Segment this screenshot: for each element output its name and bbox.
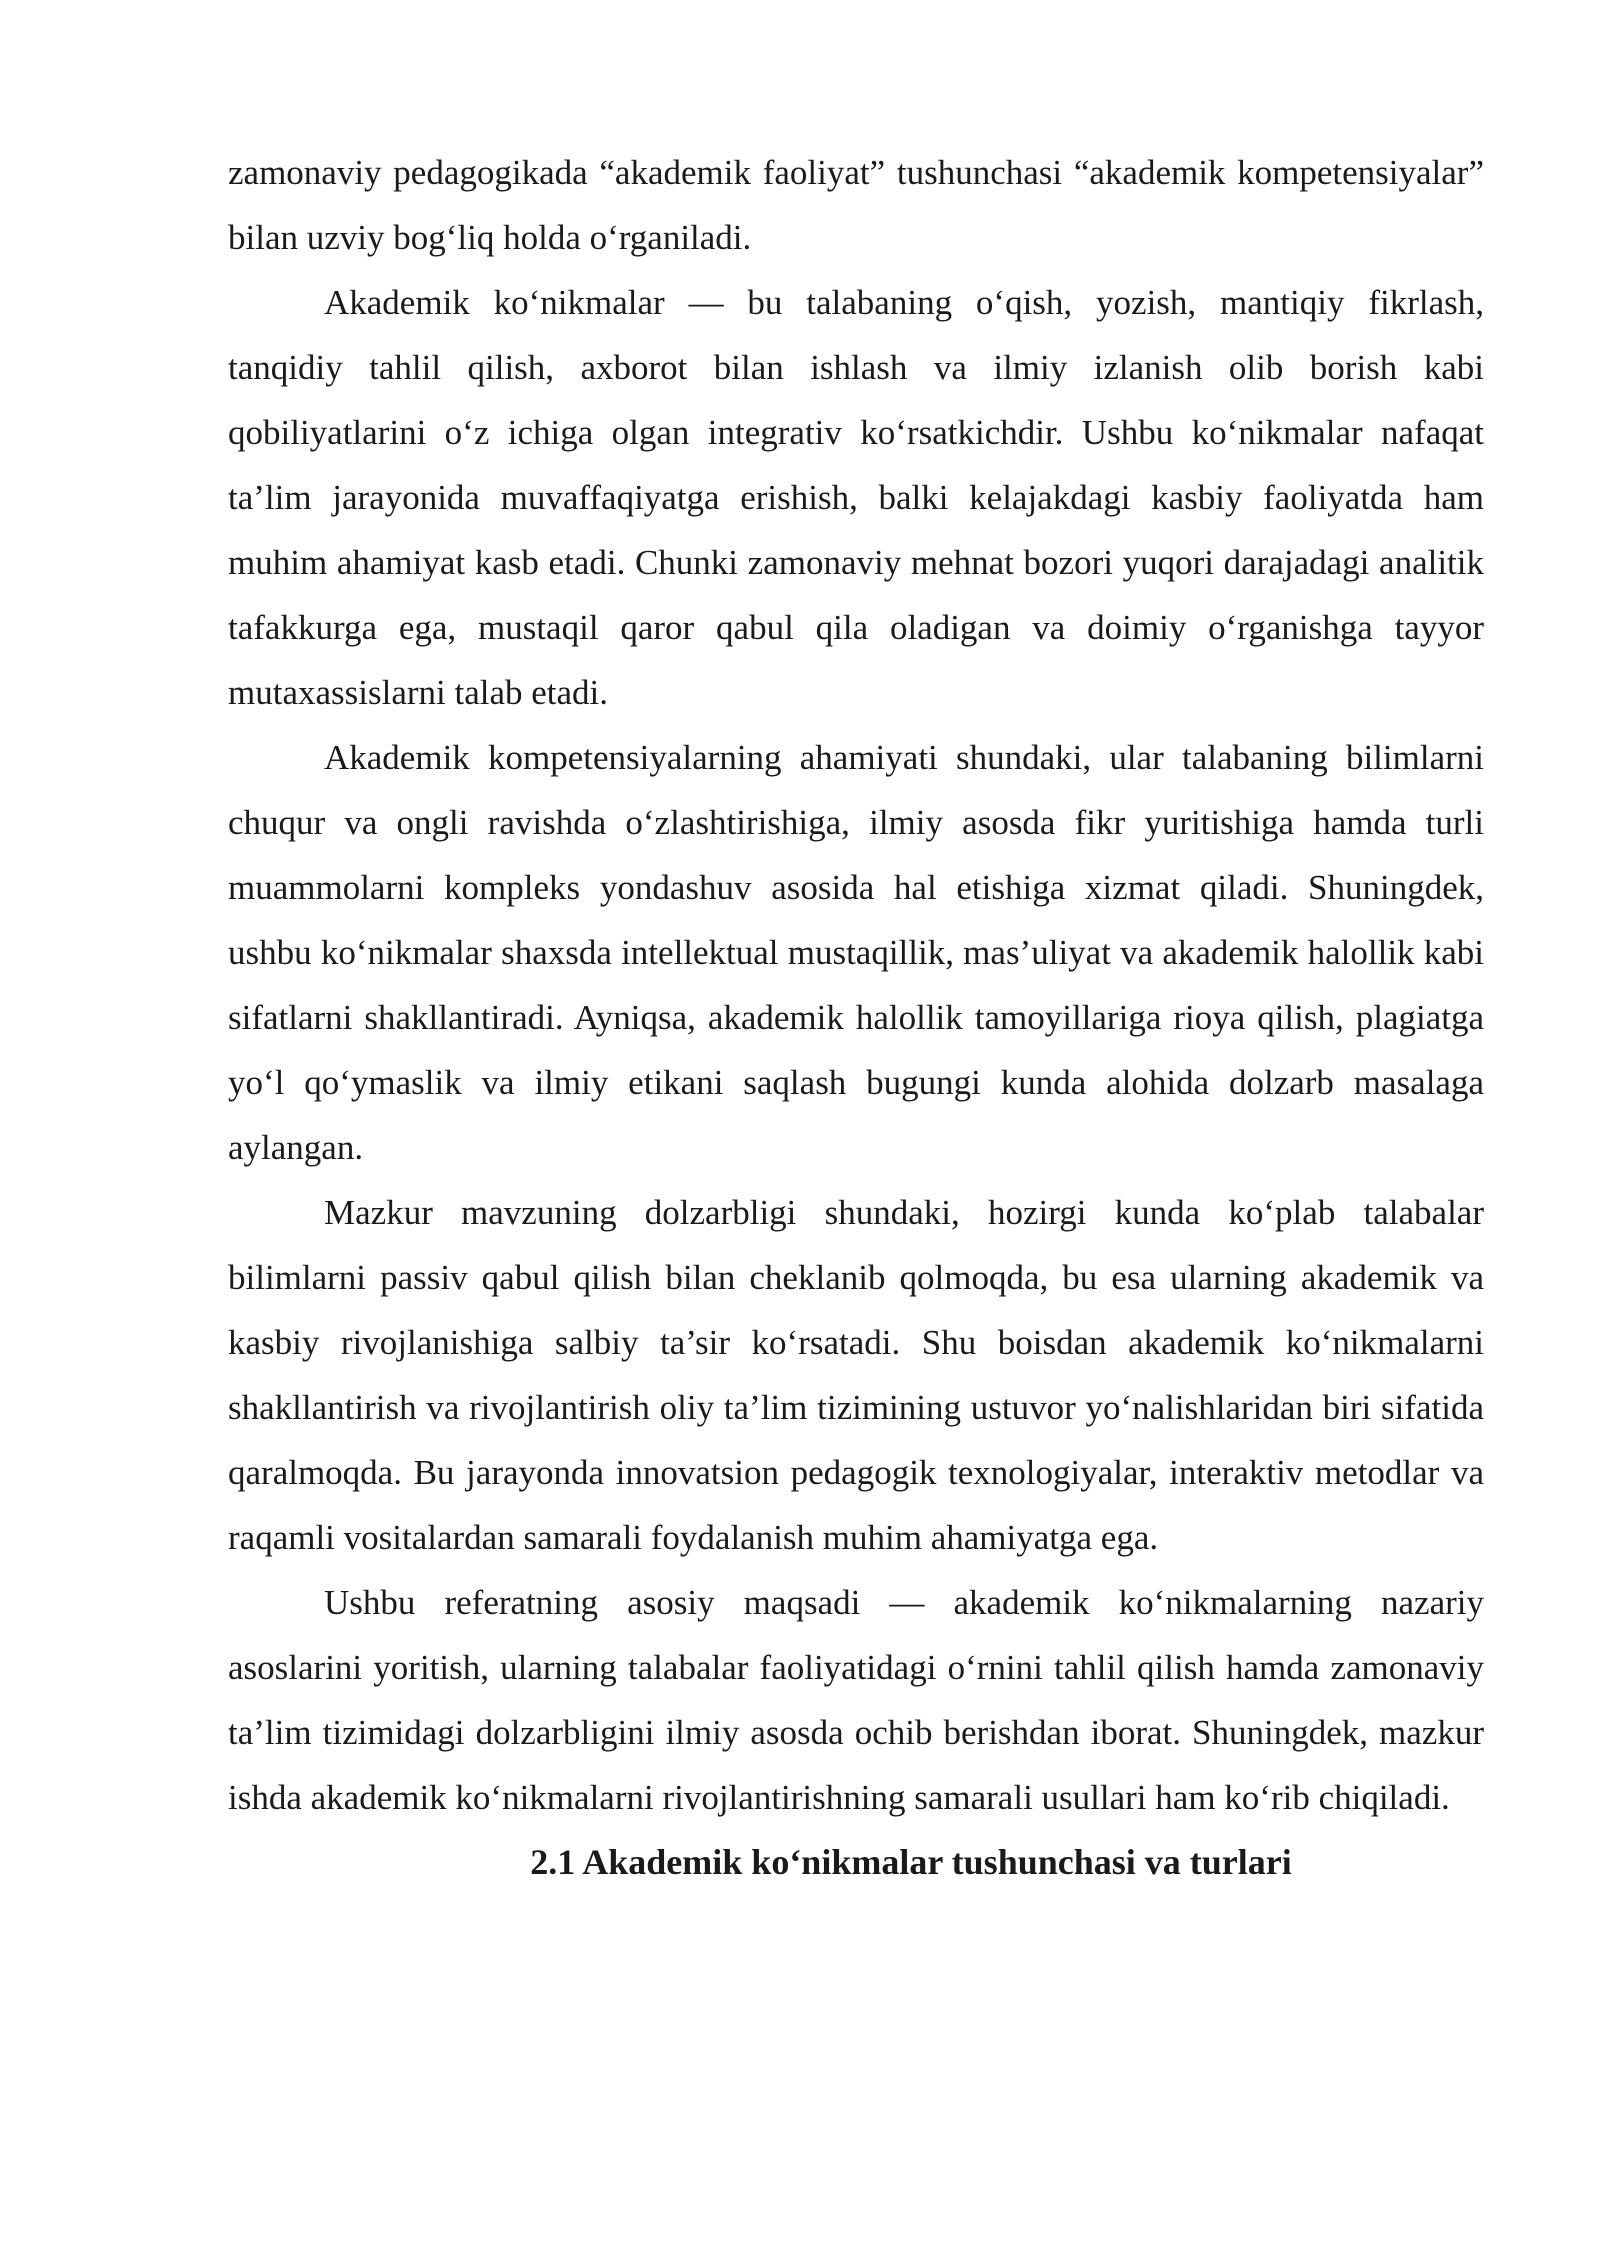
paragraph-report-goal: Ushbu referatning asosiy maqsadi — akademik ko‘nikmalarning nazariy asoslarini yoritish, ularning talabalar faoliyatidagi o‘rnini tahlil qilish hamda zamonaviy ta’lim tizimidagi dolzarbligini ilmiy asosda ochib berishdan iborat. Shuningdek, mazkur ishda akademik ko‘nikmalarni rivojlantirishning samarali usullari ham ko‘rib chiqiladi. (228, 1583, 1484, 1817)
paragraph-competencies-importance: Akademik kompetensiyalarning ahamiyati shundaki, ular talabaning bilimlarni chuqur va ongli ravishda o‘zlashtirishiga, ilmiy asosda fikr yuritishiga hamda turli muammolarni kompleks yondashuv asosida hal etishiga xizmat qiladi. Shuningdek, ushbu ko‘nikmalar shaxsda intellektual mustaqillik, mas’uliyat va akademik halollik kabi sifatlarni shakllantiradi. Ayniqsa, akademik halollik tamoyillariga rioya qilish, plagiatga yo‘l qo‘ymaslik va ilmiy etikani saqlash bugungi kunda alohida dolzarb masalaga aylangan. (228, 738, 1484, 1167)
paragraph-academic-skills: Akademik ko‘nikmalar — bu talabaning o‘qish, yozish, mantiqiy fikrlash, tanqidiy tahlil qilish, axborot bilan ishlash va ilmiy izlanish olib borish kabi qobiliyatlarini o‘z ichiga olgan integrativ ko‘rsatkichdir. Ushbu ko‘nikmalar nafaqat ta’lim jarayonida muvaffaqiyatga erishish, balki kelajakdagi kasbiy faoliyatda ham muhim ahamiyat kasb etadi. Chunki zamonaviy mehnat bozori yuqori darajadagi analitik tafakkurga ega, mustaqil qaror qabul qila oladigan va doimiy o‘rganishga tayyor mutaxassislarni talab etadi. (228, 283, 1484, 712)
page-body (228, 140, 1484, 1895)
paragraph-intro: zamonaviy pedagogikada “akademik faoliyat” tushunchasi “akademik kompetensiyalar” bilan uzviy bog‘liq holda o‘rganiladi. (228, 153, 1484, 257)
section-heading: 2.1 Akademik ko‘nikmalar tushunchasi va turlari (530, 1842, 1292, 1882)
paragraph-topic-relevance: Mazkur mavzuning dolzarbligi shundaki, hozirgi kunda ko‘plab talabalar bilimlarni passiv qabul qilish bilan cheklanib qolmoqda, bu esa ularning akademik va kasbiy rivojlanishiga salbiy ta’sir ko‘rsatadi. Shu boisdan akademik ko‘nikmalarni shakllantirish va rivojlantirish oliy ta’lim tizimining ustuvor yo‘nalishlaridan biri sifatida qaralmoqda. Bu jarayonda innovatsion pedagogik texnologiyalar, interaktiv metodlar va raqamli vositalardan samarali foydalanish muhim ahamiyatga ega. (228, 1193, 1484, 1557)
